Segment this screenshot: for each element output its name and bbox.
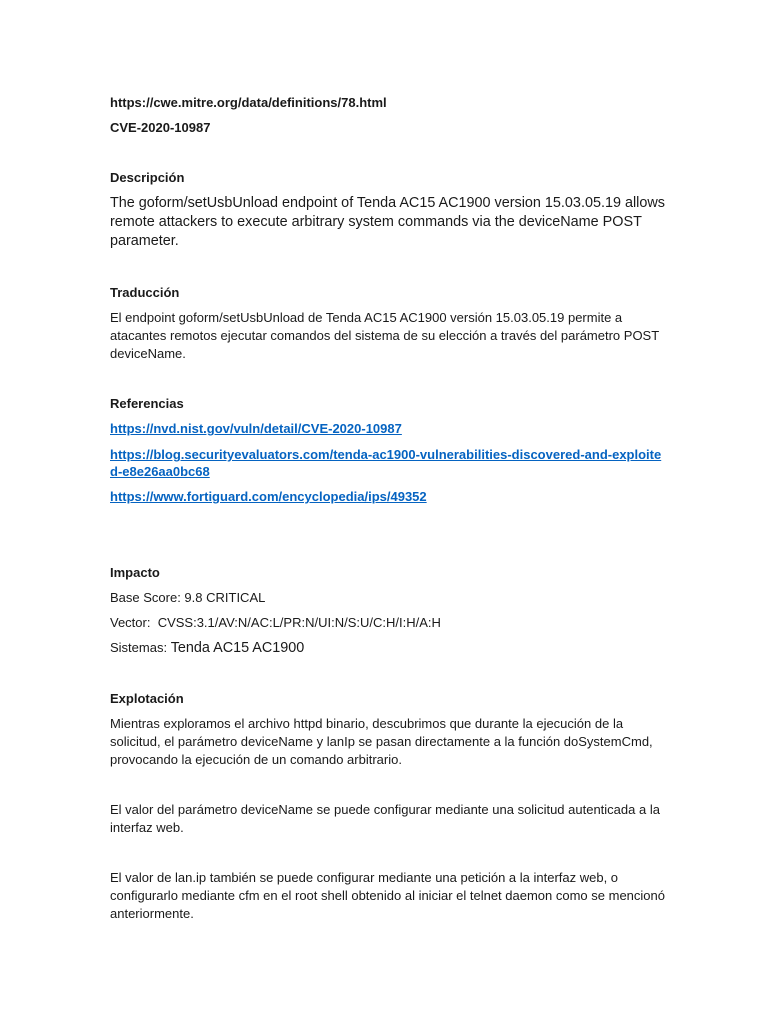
descripcion-text: The goform/setUsbUnload endpoint of Tenda AC15 AC1900 version 15.03.05.19 allows remote attackers to execute arbitrary system commands via the deviceName POST parameter. (110, 195, 665, 249)
sistemas (110, 639, 304, 657)
reference-link-blog-text[interactable]: https://blog.securityevaluators.com/tenda-ac1900-vulnerabilities-discovered-and-exploited-e8e26aa0bc68 (110, 447, 662, 479)
reference-link-fortiguard-text[interactable]: https://www.fortiguard.com/encyclopedia/ips/49352 (110, 489, 427, 504)
explotacion-paragraph-1: Mientras exploramos el archivo httpd binario, descubrimos que durante la ejecución de la solicitud, el parámetro deviceName y lanIp se pasan directamente a la función doSystemCmd, provocando la ejecución de un comando arbitrario. (110, 716, 653, 767)
cve-id: CVE-2020-10987 (110, 120, 211, 135)
cwe-url: https://cwe.mitre.org/data/definitions/78.html (110, 95, 387, 110)
descripcion-heading: Descripción (110, 170, 185, 185)
reference-link-fortiguard[interactable] (110, 488, 665, 505)
explotacion-paragraph-2: El valor del parámetro deviceName se puede configurar mediante una solicitud autenticada a la interfaz web. (110, 802, 660, 835)
traduccion-heading: Traducción (110, 285, 180, 300)
base-score: Base Score: 9.8 CRITICAL (110, 590, 266, 605)
explotacion-heading: Explotación (110, 691, 184, 706)
traduccion-text: El endpoint goform/setUsbUnload de Tenda AC15 AC1900 versión 15.03.05.19 permite a atacantes remotos ejecutar comandos del sistema de su elección a través del parámetro POST deviceName. (110, 310, 659, 361)
referencias-heading: Referencias (110, 396, 184, 411)
reference-link-blog[interactable] (110, 446, 665, 480)
impacto-heading: Impacto (110, 565, 160, 580)
sistemas-value: Tenda AC15 AC1900 (170, 640, 305, 656)
cvss-vector: Vector: CVSS:3.1/AV:N/AC:L/PR:N/UI:N/S:U/C:H/I:H/A:H (110, 615, 441, 630)
reference-link-nvd-text[interactable]: https://nvd.nist.gov/vuln/detail/CVE-2020-10987 (110, 421, 402, 436)
sistemas-label: Sistemas: (110, 640, 171, 655)
explotacion-paragraph-3: El valor de lan.ip también se puede configurar mediante una petición a la interfaz web, o configurarlo mediante cfm en el root shell obtenido al iniciar el telnet daemon como se mencionó anteriormente. (110, 870, 665, 921)
reference-link-nvd[interactable] (110, 420, 665, 437)
